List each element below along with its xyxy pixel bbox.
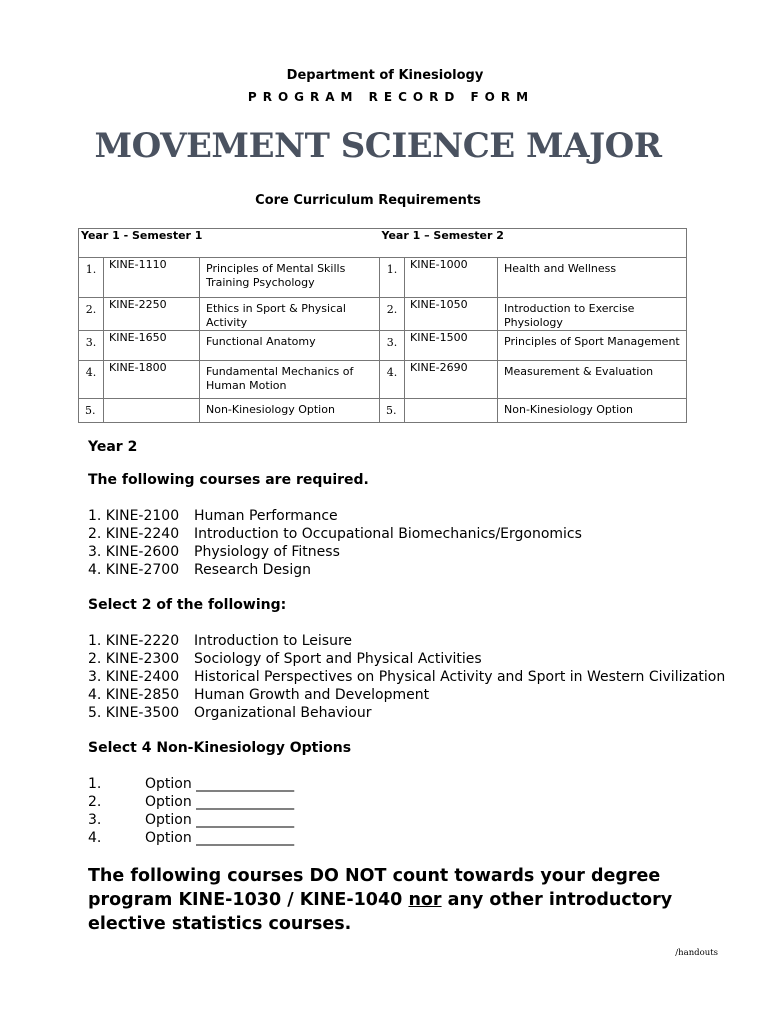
- row-number: 3.: [380, 331, 405, 361]
- row-number: 3.: [79, 331, 104, 361]
- table-row: [79, 258, 687, 298]
- major-title: MOVEMENT SCIENCE MAJOR: [94, 126, 662, 166]
- course-name: Introduction to Leisure: [194, 633, 353, 649]
- course-code: KINE-1500: [405, 331, 498, 361]
- list-item: [88, 525, 582, 543]
- course-code: KINE-2250: [104, 298, 200, 331]
- table-row: [79, 331, 687, 361]
- option-blank[interactable]: Option ______________: [145, 812, 295, 828]
- row-number: 4.: [79, 361, 104, 399]
- course-code: KINE-1050: [405, 298, 498, 331]
- note-text: The following courses DO NOT count towards your degree program KINE-1030 / KINE-1040: [88, 866, 661, 910]
- option-blank[interactable]: Option ______________: [145, 776, 295, 792]
- year1-table-header: [79, 229, 687, 258]
- core-heading: Core Curriculum Requirements: [255, 193, 481, 208]
- course-name: Sociology of Sport and Physical Activities: [194, 651, 482, 667]
- row-number: 1.: [380, 258, 405, 298]
- course-code: KINE-1110: [104, 258, 200, 298]
- course-name: Principles of Mental Skills Training Psychology: [200, 258, 380, 298]
- department-title: Department of Kinesiology: [286, 68, 484, 83]
- list-item: [88, 811, 294, 829]
- option-number: 2.: [88, 794, 102, 810]
- form-title: PROGRAM RECORD FORM: [247, 90, 535, 104]
- year1-table: [78, 228, 687, 423]
- list-item: [88, 704, 725, 722]
- course-code: 5. KINE-3500: [88, 705, 180, 721]
- list-item: [88, 686, 725, 704]
- list-item: [88, 543, 582, 561]
- course-name: Non-Kinesiology Option: [200, 399, 380, 423]
- course-name: Health and Wellness: [498, 258, 687, 298]
- note-text-end: any other introductory elective statistics courses.: [88, 890, 673, 934]
- course-name: Physiology of Fitness: [194, 544, 340, 560]
- course-name: Human Performance: [194, 508, 338, 524]
- course-code: KINE-1650: [104, 331, 200, 361]
- statistics-note: [88, 864, 718, 936]
- option-number: 1.: [88, 776, 102, 792]
- row-number: 2.: [79, 298, 104, 331]
- row-number: 4.: [380, 361, 405, 399]
- semester1-title: Year 1 - Semester 1: [79, 229, 380, 258]
- list-item: [88, 775, 294, 793]
- options-list: [88, 775, 294, 847]
- required-heading: The following courses are required.: [88, 472, 369, 488]
- list-item: [88, 793, 294, 811]
- course-name: Non-Kinesiology Option: [498, 399, 687, 423]
- option-number: 3.: [88, 812, 102, 828]
- course-name: Human Growth and Development: [194, 687, 430, 703]
- table-row: [79, 399, 687, 423]
- list-item: [88, 561, 582, 579]
- course-code: 4. KINE-2700: [88, 562, 180, 578]
- select2-list: [88, 632, 725, 722]
- course-code: 3. KINE-2400: [88, 669, 180, 685]
- course-code: KINE-2690: [405, 361, 498, 399]
- list-item: [88, 668, 725, 686]
- course-code: 4. KINE-2850: [88, 687, 180, 703]
- course-name: Functional Anatomy: [200, 331, 380, 361]
- course-code: KINE-1000: [405, 258, 498, 298]
- list-item: [88, 650, 725, 668]
- table-row: [79, 298, 687, 331]
- course-name: Research Design: [194, 562, 312, 578]
- course-name: Historical Perspectives on Physical Activity and Sport in Western Civilization: [194, 669, 726, 685]
- course-name: Ethics in Sport & Physical Activity: [200, 298, 380, 331]
- course-name: Introduction to Occupational Biomechanics/Ergonomics: [194, 526, 582, 542]
- course-name: Fundamental Mechanics of Human Motion: [200, 361, 380, 399]
- course-code: 3. KINE-2600: [88, 544, 180, 560]
- row-number: 5.: [79, 399, 104, 423]
- table-row: [79, 361, 687, 399]
- select4-heading: Select 4 Non-Kinesiology Options: [88, 740, 352, 756]
- option-blank[interactable]: Option ______________: [145, 830, 295, 846]
- year2-title: Year 2: [88, 439, 138, 455]
- row-number: 1.: [79, 258, 104, 298]
- course-code: 1. KINE-2220: [88, 633, 180, 649]
- course-name: Organizational Behaviour: [194, 705, 372, 721]
- handouts-label: /handouts: [675, 948, 718, 958]
- note-emphasis: nor: [408, 890, 442, 910]
- semester2-title: Year 1 – Semester 2: [380, 229, 687, 258]
- list-item: [88, 829, 294, 847]
- list-item: [88, 507, 582, 525]
- course-code: [405, 399, 498, 423]
- option-number: 4.: [88, 830, 102, 846]
- row-number: 5.: [380, 399, 405, 423]
- option-blank[interactable]: Option ______________: [145, 794, 295, 810]
- row-number: 2.: [380, 298, 405, 331]
- course-code: KINE-1800: [104, 361, 200, 399]
- required-list: [88, 507, 582, 579]
- list-item: [88, 632, 725, 650]
- course-code: 1. KINE-2100: [88, 508, 180, 524]
- course-code: [104, 399, 200, 423]
- course-code: 2. KINE-2300: [88, 651, 180, 667]
- course-name: Principles of Sport Management: [498, 331, 687, 361]
- course-name: Measurement & Evaluation: [498, 361, 687, 399]
- course-code: 2. KINE-2240: [88, 526, 180, 542]
- select2-heading: Select 2 of the following:: [88, 597, 287, 613]
- course-name: Introduction to Exercise Physiology: [498, 298, 687, 331]
